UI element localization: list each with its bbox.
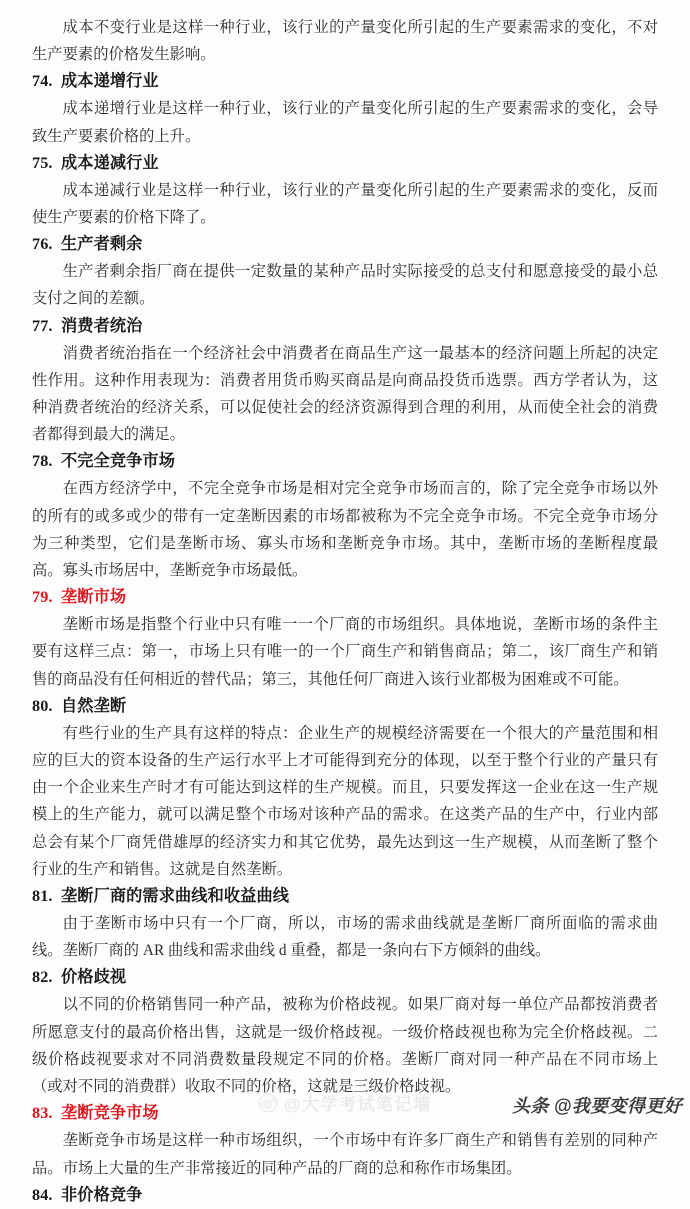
entry-body: 消费者统治指在一个经济社会中消费者在商品生产这一最基本的经济问题上所起的决定性作用。这种作用表现为：消费者用货币购买商品是向商品投货币选票。西方学者认为，这种消费者统治的经济关系，可以促使社会的经济资源得到合理的利用，从而使全社会的消费者都得到最大的满足。 — [32, 344, 658, 444]
entry-body: 以不同的价格销售同一种产品，被称为价格歧视。如果厂商对每一单位产品都按消费者所愿意支付的最高价格出售，这就是一级价格歧视。一级价格歧视也称为完全价格歧视。二级价格歧视要求对不同消费数量段规定不同的价格。垄断厂商对同一种产品在不同市场上（或对不同的消费群）收取不同的价格，这就是三级价格歧视。 — [32, 996, 658, 1096]
entry-number: 77. — [32, 316, 53, 335]
entry-number: 75. — [32, 153, 53, 172]
entry-heading — [32, 584, 658, 611]
entry-heading — [32, 150, 658, 177]
entry-term: 非价格竞争 — [61, 1185, 143, 1204]
entry-number: 83. — [32, 1104, 53, 1123]
entry-term: 价格歧视 — [61, 968, 127, 987]
entry-number: 82. — [32, 968, 53, 987]
entry-heading — [32, 964, 658, 991]
entry-term: 垄断竞争市场 — [61, 1104, 159, 1123]
entry-term: 生产者剩余 — [61, 235, 143, 254]
entry-term: 垄断厂商的需求曲线和收益曲线 — [61, 887, 290, 906]
weibo-icon — [258, 1093, 278, 1113]
entry-number: 81. — [32, 887, 53, 906]
entry-body: 生产者剩余指厂商在提供一定数量的某种产品时实际接受的总支付和愿意接受的最小总支付之间的差额。 — [32, 263, 658, 308]
entry-number: 78. — [32, 452, 53, 471]
entry-heading — [32, 231, 658, 258]
entry-term: 不完全竞争市场 — [61, 452, 176, 471]
entry-term: 成本递减行业 — [61, 153, 159, 172]
entry-heading — [32, 1182, 658, 1209]
weibo-handle: @大学考试笔记墙 — [284, 1095, 432, 1114]
entry-body: 成本递增行业是这样一种行业，该行业的产量变化所引起的生产要素需求的变化，会导致生产要素价格的上升。 — [32, 100, 658, 145]
lead-paragraph: 成本不变行业是这样一种行业，该行业的产量变化所引起的生产要素需求的变化，不对生产要素的价格发生影响。 — [32, 19, 658, 64]
entry-number: 84. — [32, 1185, 53, 1204]
entry-heading — [32, 313, 658, 340]
entry-heading — [32, 693, 658, 720]
toutiao-handle: @我要变得更好 — [553, 1096, 683, 1116]
toutiao-watermark — [512, 1092, 682, 1118]
entry-body: 垄断市场是指整个行业中只有唯一一个厂商的市场组织。具体地说，垄断市场的条件主要有这样三点：第一，市场上只有唯一的一个厂商生产和销售商品；第二，该厂商生产和销售的商品没有任何相近的替代品；第三，其他任何厂商进入该行业都极为困难或不可能。 — [32, 616, 658, 688]
entry-term: 消费者统治 — [61, 316, 143, 335]
entry-number: 76. — [32, 235, 53, 254]
entry-number: 79. — [32, 588, 53, 607]
entry-body: 成本递减行业是这样一种行业，该行业的产量变化所引起的生产要素需求的变化，反而使生产要素的价格下降了。 — [32, 181, 658, 227]
entry-body: 由于垄断市场中只有一个厂商，所以，市场的需求曲线就是垄断厂商所面临的需求曲线。垄断厂商的 AR 曲线和需求曲线 d 重叠，都是一条向右下方倾斜的曲线。 — [32, 915, 658, 960]
entry-number: 74. — [32, 72, 53, 91]
entry-body: 在西方经济学中，不完全竞争市场是相对完全竞争市场而言的，除了完全竞争市场以外的所有的或多或少的带有一定垄断因素的市场都被称为不完全竞争市场。不完全竞争市场分为三种类型，它们是垄断市场、寡头市场和垄断竞争市场。其中，垄断市场的垄断程度最高。寡头市场居中，垄断竞争市场最低。 — [32, 480, 658, 580]
glossary-entry-list — [32, 68, 658, 1208]
entry-heading — [32, 448, 658, 475]
entry-number: 80. — [32, 696, 53, 715]
entry-heading — [32, 883, 658, 910]
toutiao-brand: 头条 — [512, 1096, 549, 1116]
entry-heading — [32, 68, 658, 95]
entry-body: 垄断竞争市场是这样一种市场组织，一个市场中有许多厂商生产和销售有差别的同种产品。市场上大量的生产非常接近的同种产品的厂商的总和称作市场集团。 — [32, 1132, 658, 1177]
entry-body: 有些行业的生产具有这样的特点：企业生产的规模经济需要在一个很大的产量范围和相应的巨大的资本设备的生产运行水平上才可能得到充分的体现，以至于整个行业的产量只有由一个企业来生产时才有可能达到这样的生产规模。而且，只要发挥这一企业在这一生产规模上的生产能力，就可以满足整个市场对该种产品的需求。在这类产品的生产中，行业内部总会有某个厂商凭借雄厚的经济实力和其它优势，最先达到这一生产规模，从而垄断了整个行业的生产和销售。这就是自然垄断。 — [32, 724, 658, 878]
document-body — [32, 14, 658, 1209]
weibo-watermark — [258, 1090, 432, 1115]
entry-term: 自然垄断 — [61, 696, 127, 715]
entry-term: 垄断市场 — [61, 588, 127, 607]
entry-term: 成本递增行业 — [61, 72, 159, 91]
